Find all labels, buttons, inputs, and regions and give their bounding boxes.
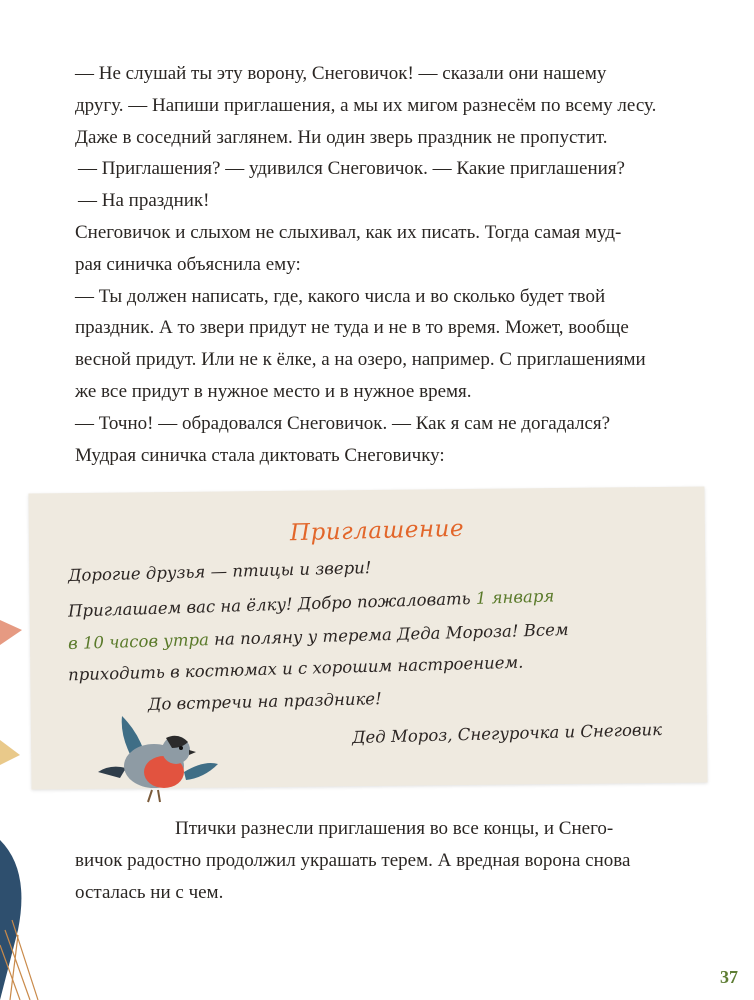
- page-number: 37: [720, 967, 738, 987]
- story-line: праздник. А то звери придут не туда и не в то время. Может, вообще: [75, 317, 629, 339]
- signature-text: Дед Мороз, Снегурочка и Снеговик: [351, 719, 663, 748]
- ending-line: Птички разнесли приглашения во все концы, и Снего-: [175, 818, 614, 839]
- story-line: Мудрая синичка стала диктовать Снеговичку:: [75, 444, 445, 466]
- story-line: Снеговичок и слыхом не слыхивал, как их писать. Тогда самая муд-: [75, 221, 622, 243]
- invitation-title: Приглашение: [289, 515, 465, 547]
- story-text: [75, 58, 697, 471]
- story-line: — Ты должен написать, где, какого числа и во сколько будет твой: [75, 285, 606, 307]
- story-line: — На праздник!: [78, 190, 210, 212]
- story-line: — Точно! — обрадовался Снеговичок. — Как я сам не догадался?: [75, 412, 611, 434]
- invitation-date: 1 января: [475, 586, 555, 608]
- invitation-text: Приглашаем вас на ёлку! Добро пожаловать: [67, 588, 477, 621]
- story-line: весной придут. Или не к ёлке, а на озеро, например. С приглашениями: [75, 349, 646, 371]
- bullfinch-illustration: [92, 706, 224, 806]
- story-line: рая синичка объяснила ему:: [75, 253, 301, 275]
- story-line: — Не слушай ты эту ворону, Снеговичок! — сказали они нашему: [75, 63, 607, 84]
- story-line: Даже в соседний заглянем. Ни один зверь праздник не пропустит.: [75, 126, 608, 148]
- invitation-text: приходить в костюмах и с хорошим настроением.: [67, 652, 524, 685]
- ending-line: вичок радостно продолжил украшать терем. А вредная ворона снова: [75, 849, 631, 871]
- invitation-greeting: Дорогие друзья — птицы и звери!: [67, 558, 372, 585]
- story-line: другу. — Напиши приглашения, а мы их мигом разнесём по всему лесу.: [75, 94, 657, 116]
- invitation-time: в 10 часов утра: [67, 630, 210, 653]
- invitation-text: на поляну у терема Деда Мороза! Всем: [208, 620, 569, 650]
- invitation-closing: До встречи на празднике!: [147, 689, 382, 714]
- story-line: — Приглашения? — удивился Снеговичок. — Какие приглашения?: [78, 158, 625, 180]
- ending-line: осталась ни с чем.: [75, 881, 224, 903]
- ending-text: [75, 813, 697, 908]
- story-line: же все придут в нужное место и в нужное время.: [75, 380, 472, 402]
